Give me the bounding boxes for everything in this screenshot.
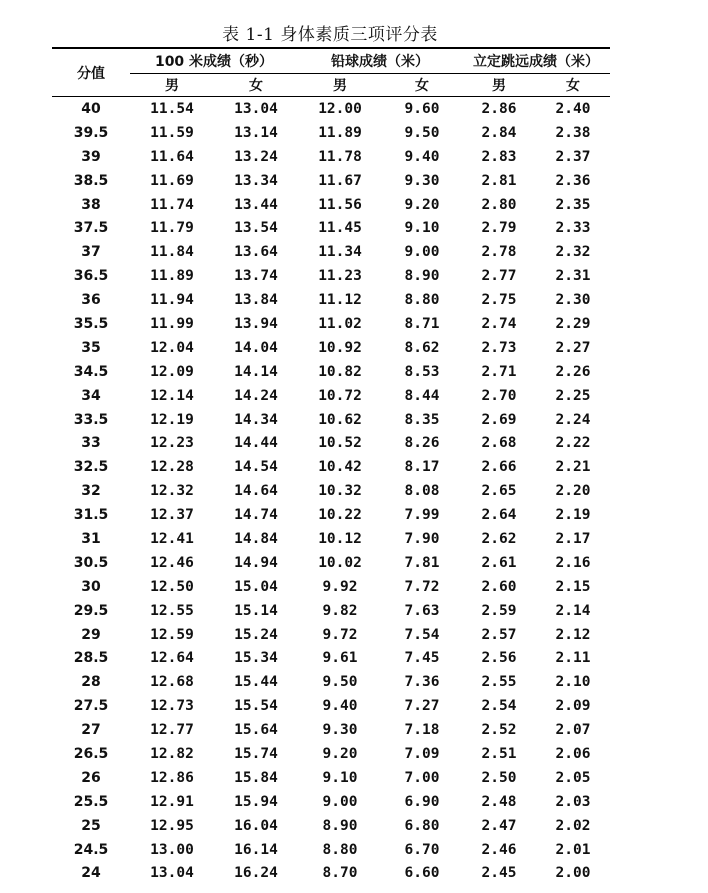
long-jump-female-cell: 2.24 [555, 411, 591, 428]
run-100m-female-cell: 15.64 [234, 722, 278, 739]
shot-put-female-cell: 8.44 [404, 387, 440, 404]
run-100m-female-cell: 13.44 [234, 196, 278, 213]
table-row [52, 264, 610, 288]
shot-put-male-cell: 11.67 [318, 172, 362, 189]
table-row [52, 862, 610, 886]
score-cell: 29.5 [73, 602, 109, 619]
shot-put-male-cell: 10.02 [318, 554, 362, 571]
table-row [52, 742, 610, 766]
table-row [52, 646, 610, 670]
run-100m-male-cell: 12.55 [150, 602, 194, 619]
long-jump-male-cell: 2.77 [481, 268, 517, 285]
score-cell: 35.5 [73, 315, 109, 332]
shot-put-female-cell: 9.10 [404, 220, 440, 237]
run-100m-female-cell: 16.14 [234, 841, 278, 858]
run-100m-male-cell: 12.64 [150, 650, 194, 667]
shot-put-female-cell: 7.90 [404, 530, 440, 547]
run-100m-male-cell: 11.59 [150, 124, 194, 141]
subheader-female: 女 [214, 74, 298, 97]
table-row [52, 216, 610, 240]
table-row [52, 169, 610, 193]
run-100m-female-cell: 15.34 [234, 650, 278, 667]
long-jump-male-cell: 2.65 [481, 483, 517, 500]
table-row [52, 551, 610, 575]
long-jump-male-cell: 2.68 [481, 435, 517, 452]
table-row [52, 838, 610, 862]
long-jump-male-cell: 2.57 [481, 626, 517, 643]
shot-put-female-cell: 6.80 [404, 817, 440, 834]
shot-put-female-cell: 9.50 [404, 124, 440, 141]
shot-put-female-cell: 8.26 [404, 435, 440, 452]
run-100m-female-cell: 15.74 [234, 745, 278, 762]
long-jump-male-cell: 2.78 [481, 244, 517, 261]
long-jump-male-cell: 2.45 [481, 865, 517, 882]
shot-put-male-cell: 9.00 [322, 793, 358, 810]
score-cell: 30 [81, 578, 101, 595]
long-jump-female-cell: 2.02 [555, 817, 591, 834]
shot-put-female-cell: 6.90 [404, 793, 440, 810]
table-row [52, 790, 610, 814]
long-jump-female-cell: 2.11 [555, 650, 591, 667]
group-header-long-jump: 立定跳远成绩（米） [462, 48, 610, 74]
run-100m-male-cell: 11.79 [150, 220, 194, 237]
shot-put-female-cell: 7.09 [404, 745, 440, 762]
score-cell: 24 [81, 865, 101, 882]
run-100m-male-cell: 12.59 [150, 626, 194, 643]
shot-put-male-cell: 8.80 [322, 841, 358, 858]
shot-put-female-cell: 7.72 [404, 578, 440, 595]
score-cell: 32 [81, 483, 101, 500]
shot-put-female-cell: 8.90 [404, 268, 440, 285]
long-jump-female-cell: 2.31 [555, 268, 591, 285]
group-header-shot-put: 铅球成绩（米） [298, 48, 462, 74]
shot-put-female-cell: 9.40 [404, 148, 440, 165]
table-title: 表 1-1 身体素质三项评分表 [222, 25, 438, 45]
run-100m-female-cell: 15.84 [234, 769, 278, 786]
long-jump-female-cell: 2.03 [555, 793, 591, 810]
run-100m-female-cell: 14.94 [234, 554, 278, 571]
table-row [52, 670, 610, 694]
shot-put-female-cell: 8.17 [404, 459, 440, 476]
run-100m-female-cell: 15.24 [234, 626, 278, 643]
long-jump-male-cell: 2.81 [481, 172, 517, 189]
long-jump-female-cell: 2.21 [555, 459, 591, 476]
shot-put-female-cell: 7.18 [404, 722, 440, 739]
shot-put-female-cell: 8.53 [404, 363, 440, 380]
score-cell: 33 [81, 435, 101, 452]
run-100m-female-cell: 14.04 [234, 339, 278, 356]
long-jump-female-cell: 2.32 [555, 244, 591, 261]
score-cell: 37 [81, 244, 101, 261]
long-jump-male-cell: 2.47 [481, 817, 517, 834]
run-100m-female-cell: 13.14 [234, 124, 278, 141]
shot-put-male-cell: 9.50 [322, 674, 358, 691]
long-jump-female-cell: 2.12 [555, 626, 591, 643]
table-row [52, 360, 610, 384]
score-cell: 33.5 [73, 411, 109, 428]
table-row [52, 455, 610, 479]
shot-put-male-cell: 11.89 [318, 124, 362, 141]
long-jump-female-cell: 2.40 [555, 100, 591, 117]
long-jump-male-cell: 2.62 [481, 530, 517, 547]
group-header-100m: 100 米成绩（秒） [130, 48, 298, 74]
table-row [52, 599, 610, 623]
long-jump-male-cell: 2.59 [481, 602, 517, 619]
shot-put-male-cell: 11.56 [318, 196, 362, 213]
score-cell: 27.5 [73, 698, 109, 715]
shot-put-male-cell: 11.23 [318, 268, 362, 285]
run-100m-female-cell: 13.94 [234, 315, 278, 332]
shot-put-female-cell: 8.80 [404, 292, 440, 309]
shot-put-female-cell: 7.54 [404, 626, 440, 643]
table-row [52, 766, 610, 790]
run-100m-male-cell: 12.37 [150, 507, 194, 524]
shot-put-male-cell: 8.90 [322, 817, 358, 834]
shot-put-male-cell: 9.40 [322, 698, 358, 715]
long-jump-male-cell: 2.70 [481, 387, 517, 404]
score-cell: 39 [81, 148, 101, 165]
long-jump-male-cell: 2.54 [481, 698, 517, 715]
subheader-male: 男 [130, 74, 214, 97]
score-cell: 38.5 [73, 172, 109, 189]
run-100m-male-cell: 12.14 [150, 387, 194, 404]
score-cell: 37.5 [73, 220, 109, 237]
long-jump-female-cell: 2.05 [555, 769, 591, 786]
run-100m-male-cell: 11.54 [150, 100, 194, 117]
run-100m-male-cell: 11.69 [150, 172, 194, 189]
shot-put-female-cell: 9.30 [404, 172, 440, 189]
long-jump-male-cell: 2.69 [481, 411, 517, 428]
run-100m-male-cell: 12.28 [150, 459, 194, 476]
table-row [52, 312, 610, 336]
shot-put-male-cell: 12.00 [318, 100, 362, 117]
subheader-male: 男 [462, 74, 536, 97]
score-cell: 25 [81, 817, 101, 834]
run-100m-male-cell: 12.73 [150, 698, 194, 715]
run-100m-male-cell: 12.91 [150, 793, 194, 810]
shot-put-male-cell: 10.12 [318, 530, 362, 547]
score-cell: 27 [81, 722, 101, 739]
run-100m-female-cell: 13.64 [234, 244, 278, 261]
long-jump-female-cell: 2.37 [555, 148, 591, 165]
run-100m-male-cell: 13.04 [150, 865, 194, 882]
run-100m-male-cell: 12.23 [150, 435, 194, 452]
score-cell: 36 [81, 292, 101, 309]
shot-put-male-cell: 8.70 [322, 865, 358, 882]
shot-put-male-cell: 10.92 [318, 339, 362, 356]
table-row [52, 814, 610, 838]
shot-put-female-cell: 7.27 [404, 698, 440, 715]
run-100m-female-cell: 13.34 [234, 172, 278, 189]
subheader-female: 女 [382, 74, 462, 97]
score-cell: 35 [81, 339, 101, 356]
score-cell: 34 [81, 387, 101, 404]
run-100m-male-cell: 11.74 [150, 196, 194, 213]
shot-put-female-cell: 8.35 [404, 411, 440, 428]
run-100m-female-cell: 13.84 [234, 292, 278, 309]
long-jump-female-cell: 2.27 [555, 339, 591, 356]
shot-put-male-cell: 11.34 [318, 244, 362, 261]
shot-put-male-cell: 9.72 [322, 626, 358, 643]
run-100m-female-cell: 14.74 [234, 507, 278, 524]
long-jump-male-cell: 2.48 [481, 793, 517, 810]
score-cell: 36.5 [73, 268, 109, 285]
score-cell: 26 [81, 769, 101, 786]
run-100m-male-cell: 12.50 [150, 578, 194, 595]
long-jump-male-cell: 2.56 [481, 650, 517, 667]
shot-put-male-cell: 9.20 [322, 745, 358, 762]
shot-put-male-cell: 10.62 [318, 411, 362, 428]
score-cell: 24.5 [73, 841, 109, 858]
long-jump-female-cell: 2.36 [555, 172, 591, 189]
shot-put-male-cell: 10.32 [318, 483, 362, 500]
score-cell: 32.5 [73, 459, 109, 476]
shot-put-male-cell: 9.30 [322, 722, 358, 739]
shot-put-male-cell: 10.72 [318, 387, 362, 404]
shot-put-female-cell: 7.00 [404, 769, 440, 786]
long-jump-female-cell: 2.06 [555, 745, 591, 762]
long-jump-female-cell: 2.19 [555, 507, 591, 524]
run-100m-male-cell: 11.99 [150, 315, 194, 332]
run-100m-female-cell: 15.14 [234, 602, 278, 619]
shot-put-female-cell: 7.63 [404, 602, 440, 619]
table-body [52, 97, 610, 886]
score-cell: 34.5 [73, 363, 109, 380]
subheader-male: 男 [298, 74, 382, 97]
shot-put-female-cell: 9.60 [404, 100, 440, 117]
long-jump-male-cell: 2.74 [481, 315, 517, 332]
long-jump-male-cell: 2.64 [481, 507, 517, 524]
long-jump-female-cell: 2.30 [555, 292, 591, 309]
table-row [52, 145, 610, 169]
long-jump-male-cell: 2.79 [481, 220, 517, 237]
long-jump-male-cell: 2.55 [481, 674, 517, 691]
score-column-header: 分值 [52, 48, 130, 97]
long-jump-male-cell: 2.60 [481, 578, 517, 595]
table-row [52, 408, 610, 432]
run-100m-female-cell: 14.54 [234, 459, 278, 476]
table-row [52, 575, 610, 599]
score-cell: 29 [81, 626, 101, 643]
shot-put-female-cell: 7.36 [404, 674, 440, 691]
table-row [52, 336, 610, 360]
long-jump-male-cell: 2.84 [481, 124, 517, 141]
run-100m-male-cell: 12.82 [150, 745, 194, 762]
run-100m-male-cell: 12.46 [150, 554, 194, 571]
shot-put-male-cell: 10.22 [318, 507, 362, 524]
shot-put-male-cell: 9.61 [322, 650, 358, 667]
run-100m-female-cell: 14.44 [234, 435, 278, 452]
score-cell: 28 [81, 674, 101, 691]
shot-put-male-cell: 9.82 [322, 602, 358, 619]
run-100m-male-cell: 12.19 [150, 411, 194, 428]
table-row [52, 503, 610, 527]
run-100m-female-cell: 13.04 [234, 100, 278, 117]
run-100m-female-cell: 16.04 [234, 817, 278, 834]
long-jump-male-cell: 2.66 [481, 459, 517, 476]
shot-put-male-cell: 11.12 [318, 292, 362, 309]
table-row [52, 479, 610, 503]
long-jump-male-cell: 2.75 [481, 292, 517, 309]
long-jump-male-cell: 2.83 [481, 148, 517, 165]
score-cell: 30.5 [73, 554, 109, 571]
score-cell: 31.5 [73, 507, 109, 524]
score-cell: 38 [81, 196, 101, 213]
shot-put-female-cell: 9.00 [404, 244, 440, 261]
long-jump-female-cell: 2.22 [555, 435, 591, 452]
run-100m-male-cell: 12.41 [150, 530, 194, 547]
table-header [52, 48, 610, 97]
table-row [52, 431, 610, 455]
subheader-female: 女 [536, 74, 610, 97]
long-jump-male-cell: 2.50 [481, 769, 517, 786]
run-100m-male-cell: 12.77 [150, 722, 194, 739]
long-jump-male-cell: 2.80 [481, 196, 517, 213]
shot-put-female-cell: 8.08 [404, 483, 440, 500]
run-100m-female-cell: 13.54 [234, 220, 278, 237]
long-jump-male-cell: 2.51 [481, 745, 517, 762]
run-100m-female-cell: 14.14 [234, 363, 278, 380]
long-jump-female-cell: 2.10 [555, 674, 591, 691]
table-row [52, 240, 610, 264]
long-jump-female-cell: 2.15 [555, 578, 591, 595]
run-100m-female-cell: 15.94 [234, 793, 278, 810]
shot-put-female-cell: 7.81 [404, 554, 440, 571]
run-100m-female-cell: 14.64 [234, 483, 278, 500]
run-100m-male-cell: 12.95 [150, 817, 194, 834]
shot-put-male-cell: 10.52 [318, 435, 362, 452]
run-100m-female-cell: 15.04 [234, 578, 278, 595]
run-100m-male-cell: 11.89 [150, 268, 194, 285]
shot-put-female-cell: 8.62 [404, 339, 440, 356]
score-cell: 28.5 [73, 650, 109, 667]
run-100m-male-cell: 11.94 [150, 292, 194, 309]
run-100m-male-cell: 12.68 [150, 674, 194, 691]
shot-put-female-cell: 6.70 [404, 841, 440, 858]
shot-put-male-cell: 11.78 [318, 148, 362, 165]
long-jump-female-cell: 2.25 [555, 387, 591, 404]
long-jump-male-cell: 2.73 [481, 339, 517, 356]
run-100m-female-cell: 14.34 [234, 411, 278, 428]
run-100m-female-cell: 14.84 [234, 530, 278, 547]
run-100m-male-cell: 11.64 [150, 148, 194, 165]
run-100m-male-cell: 13.00 [150, 841, 194, 858]
long-jump-female-cell: 2.29 [555, 315, 591, 332]
run-100m-male-cell: 12.32 [150, 483, 194, 500]
shot-put-male-cell: 10.42 [318, 459, 362, 476]
run-100m-male-cell: 12.09 [150, 363, 194, 380]
long-jump-female-cell: 2.38 [555, 124, 591, 141]
table-row [52, 694, 610, 718]
shot-put-male-cell: 11.45 [318, 220, 362, 237]
run-100m-female-cell: 16.24 [234, 865, 278, 882]
table-row [52, 718, 610, 742]
long-jump-female-cell: 2.26 [555, 363, 591, 380]
shot-put-female-cell: 9.20 [404, 196, 440, 213]
run-100m-male-cell: 11.84 [150, 244, 194, 261]
run-100m-female-cell: 15.54 [234, 698, 278, 715]
long-jump-female-cell: 2.17 [555, 530, 591, 547]
long-jump-female-cell: 2.00 [555, 865, 591, 882]
run-100m-female-cell: 13.24 [234, 148, 278, 165]
table-row [52, 527, 610, 551]
run-100m-male-cell: 12.86 [150, 769, 194, 786]
long-jump-male-cell: 2.46 [481, 841, 517, 858]
table-row [52, 121, 610, 145]
score-cell: 31 [81, 530, 101, 547]
long-jump-female-cell: 2.01 [555, 841, 591, 858]
long-jump-female-cell: 2.16 [555, 554, 591, 571]
shot-put-male-cell: 9.10 [322, 769, 358, 786]
table-row [52, 288, 610, 312]
long-jump-female-cell: 2.33 [555, 220, 591, 237]
shot-put-female-cell: 6.60 [404, 865, 440, 882]
score-cell: 25.5 [73, 793, 109, 810]
long-jump-male-cell: 2.71 [481, 363, 517, 380]
shot-put-female-cell: 8.71 [404, 315, 440, 332]
long-jump-female-cell: 2.20 [555, 483, 591, 500]
long-jump-male-cell: 2.86 [481, 100, 517, 117]
shot-put-male-cell: 9.92 [322, 578, 358, 595]
score-cell: 40 [81, 100, 101, 117]
table-row [52, 97, 610, 121]
shot-put-male-cell: 10.82 [318, 363, 362, 380]
shot-put-female-cell: 7.45 [404, 650, 440, 667]
run-100m-female-cell: 14.24 [234, 387, 278, 404]
long-jump-female-cell: 2.07 [555, 722, 591, 739]
long-jump-male-cell: 2.61 [481, 554, 517, 571]
run-100m-female-cell: 13.74 [234, 268, 278, 285]
score-cell: 26.5 [73, 745, 109, 762]
shot-put-female-cell: 7.99 [404, 507, 440, 524]
long-jump-male-cell: 2.52 [481, 722, 517, 739]
table-row [52, 193, 610, 217]
score-cell: 39.5 [73, 124, 109, 141]
run-100m-male-cell: 12.04 [150, 339, 194, 356]
run-100m-female-cell: 15.44 [234, 674, 278, 691]
long-jump-female-cell: 2.35 [555, 196, 591, 213]
score-table [52, 47, 610, 885]
table-row [52, 623, 610, 647]
table-row [52, 384, 610, 408]
shot-put-male-cell: 11.02 [318, 315, 362, 332]
long-jump-female-cell: 2.09 [555, 698, 591, 715]
long-jump-female-cell: 2.14 [555, 602, 591, 619]
